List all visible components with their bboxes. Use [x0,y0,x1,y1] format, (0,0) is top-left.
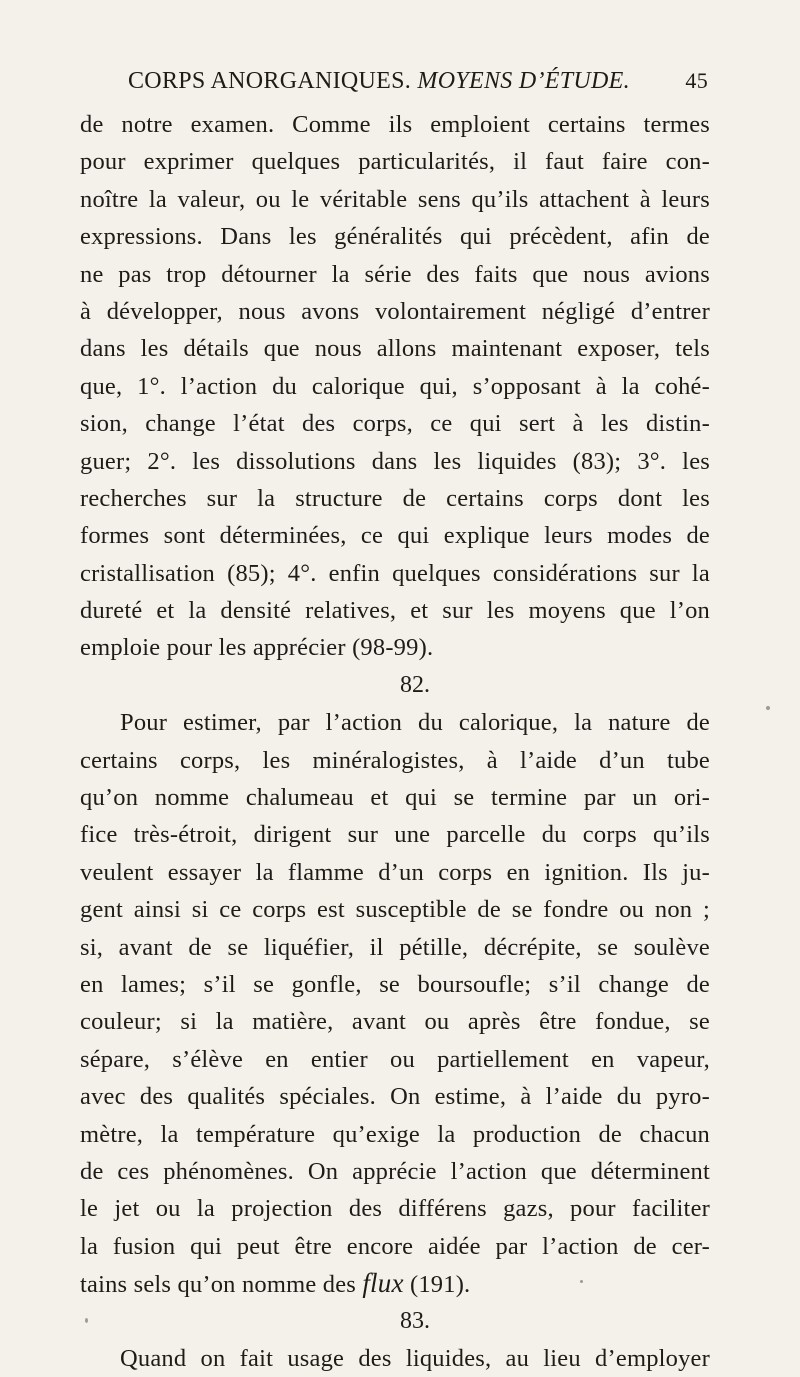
text-line: Quand on fait usage des liquides, au lieu d’employer [120,1344,710,1372]
page-number: 45 [685,68,708,93]
text-line: sion, change l’état des corps, ce qui sert à les distin- [80,410,710,438]
text-line: de notre examen. Comme ils emploient certains termes [80,111,710,138]
running-title: CORPS ANORGANIQUES. [128,68,412,94]
text-line: gent ainsi si ce corps est susceptible de se fondre ou non ; [80,896,710,924]
paper-speck [580,1280,583,1283]
paper-speck [766,706,770,710]
text-line: le jet ou la projection des différens gazs, pour faciliter [80,1195,710,1223]
text-line: emploie pour les apprécier (98-99). [80,634,434,662]
text-line: dans les détails que nous allons maintenant exposer, tels [80,335,710,363]
page-body [80,106,710,1377]
paper-speck [85,1318,88,1323]
text-line: dureté et la densité relatives, et sur les moyens que l’on [80,597,710,625]
text-line: qu’on nomme chalumeau et qui se termine par un ori- [80,784,710,812]
text-line: formes sont déterminées, ce qui explique leurs modes de [80,522,710,550]
text-line: noître la valeur, ou le véritable sens qu’ils attachent à leurs [80,185,710,213]
text-line: fice très-étroit, dirigent sur une parcelle du corps qu’ils [80,821,710,849]
running-title-group [128,68,630,95]
text-line: mètre, la température qu’exige la production de chacun [80,1120,710,1148]
text-line: si, avant de se liquéfier, il pétille, décrépite, se soulève [80,933,710,961]
text-line: veulent essayer la flamme d’un corps en ignition. Ils ju- [80,858,710,886]
paragraph-1 [80,106,710,667]
text-line: expressions. Dans les généralités qui précèdent, afin de [80,223,710,251]
section-number-82: 82. [400,671,430,698]
paragraph-82 [80,704,710,1302]
text-run: (191). [409,1271,471,1299]
text-line: Pour estimer, par l’action du calorique, la nature de [120,709,710,737]
text-line: la fusion qui peut être encore aidée par l’action de cer- [80,1232,710,1260]
text-line: ne pas trop détourner la série des faits que nous avions [80,260,710,288]
text-line: en lames; s’il se gonfle, se boursoufle; s’il change de [80,970,710,998]
running-subtitle: MOYENS D’ÉTUDE. [417,68,630,94]
text-run: tains sels qu’on nomme des [80,1271,357,1299]
text-line: cristallisation (85); 4°. enfin quelques considérations sur la [80,559,710,587]
running-header [128,68,708,104]
section-number-83: 83. [400,1307,430,1334]
text-line: sépare, s’élève en entier ou partiellement en vapeur, [80,1045,710,1073]
text-line: que, 1°. l’action du calorique qui, s’opposant à la cohé- [80,372,710,400]
text-line: certains corps, les minéralogistes, à l’aide d’un tube [80,746,710,774]
paragraph-83 [80,1340,710,1377]
text-line: avec des qualités spéciales. On estime, à l’aide du pyro- [80,1083,710,1111]
text-line: recherches sur la structure de certains corps dont les [80,484,710,512]
text-line: couleur; si la matière, avant ou après être fondue, se [80,1008,710,1036]
italic-term-flux: flux [362,1268,404,1299]
text-line: de ces phénomènes. On apprécie l’action que déterminent [80,1157,710,1185]
text-line [80,1265,710,1302]
text-line: à développer, nous avons volontairement négligé d’entrer [80,297,710,325]
text-line: pour exprimer quelques particularités, il faut faire con- [80,148,710,176]
text-line: guer; 2°. les dissolutions dans les liquides (83); 3°. les [80,447,710,475]
